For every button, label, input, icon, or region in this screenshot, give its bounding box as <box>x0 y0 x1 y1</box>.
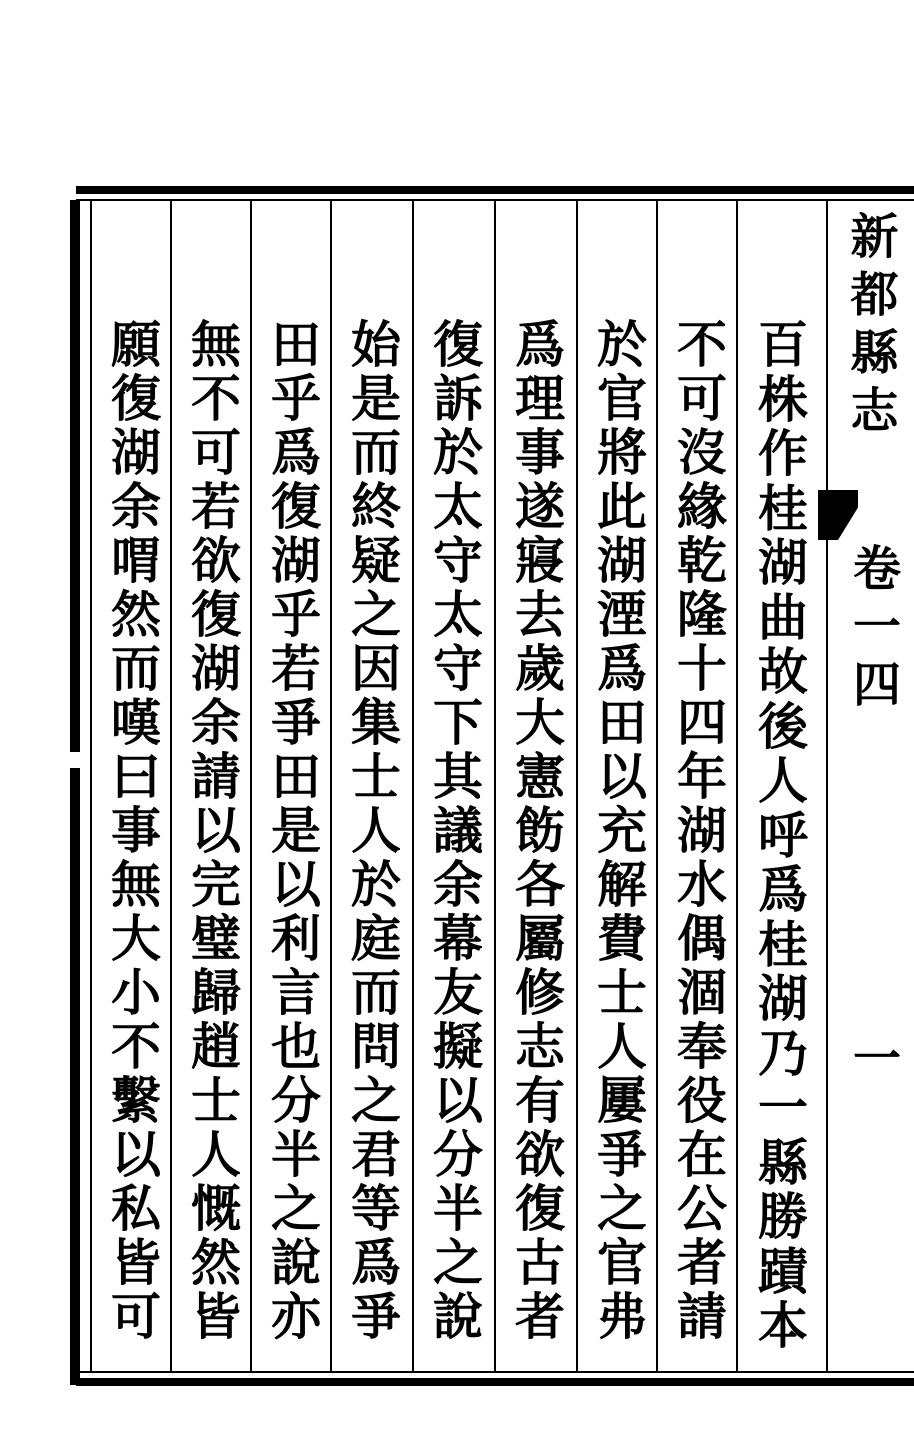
text-character: 者 <box>515 1287 565 1346</box>
text-character: 年 <box>677 747 727 806</box>
text-character: 湖 <box>677 801 727 860</box>
text-character: 可 <box>677 369 727 428</box>
text-character: 復 <box>111 369 161 428</box>
top-frame-rule <box>76 186 914 194</box>
text-character: 然 <box>111 585 161 644</box>
text-character: 遂 <box>515 477 565 536</box>
text-character: 友 <box>433 963 483 1022</box>
text-character: 在 <box>677 1125 727 1184</box>
text-character: 不 <box>677 315 727 374</box>
text-column-1 <box>743 315 823 1355</box>
text-character: 之 <box>271 1179 321 1238</box>
text-character: 湖 <box>758 969 808 1028</box>
text-character: 於 <box>597 315 647 374</box>
text-character: 縣 <box>758 1132 808 1192</box>
text-character: 於 <box>433 423 483 482</box>
text-character: 守 <box>433 531 483 590</box>
text-character: 而 <box>351 423 401 482</box>
text-character: 以 <box>433 1071 483 1130</box>
text-character: 問 <box>351 1017 401 1076</box>
fishtail-marker <box>818 490 858 540</box>
text-character: 本 <box>758 1296 808 1355</box>
text-character: 爲 <box>515 315 565 374</box>
text-character: 而 <box>111 639 161 698</box>
text-character: 偶 <box>677 909 727 968</box>
text-character: 爲 <box>351 1233 401 1292</box>
text-character: 爭 <box>271 693 321 752</box>
text-character: 有 <box>515 1071 565 1130</box>
text-character: 說 <box>433 1287 483 1346</box>
text-character: 古 <box>515 1233 565 1292</box>
text-character: 屢 <box>597 1071 647 1130</box>
text-character: 其 <box>433 747 483 806</box>
text-character: 歸 <box>191 963 241 1022</box>
text-character: 乎 <box>271 585 321 644</box>
text-character: 乎 <box>271 369 321 428</box>
text-character: 四 <box>677 693 727 752</box>
text-character: 之 <box>597 1179 647 1238</box>
text-character: 請 <box>191 747 241 806</box>
text-character: 無 <box>111 855 161 914</box>
text-character: 解 <box>597 855 647 914</box>
text-character: 無 <box>191 315 241 374</box>
text-character: 集 <box>351 693 401 752</box>
text-character: 等 <box>351 1179 401 1238</box>
text-character: 之 <box>351 1071 401 1130</box>
text-character: 半 <box>433 1179 483 1238</box>
text-character: 士 <box>351 747 401 806</box>
text-character: 疑 <box>351 531 401 590</box>
text-character: 將 <box>597 423 647 482</box>
text-character: 田 <box>597 693 647 752</box>
text-character: 以 <box>191 801 241 860</box>
text-character: 一 <box>758 1078 808 1137</box>
text-character: 者 <box>677 1233 727 1292</box>
text-column-6 <box>336 315 416 1346</box>
text-character: 之 <box>351 585 401 644</box>
text-character: 小 <box>111 963 161 1022</box>
text-character: 飭 <box>515 801 565 860</box>
text-character: 事 <box>515 423 565 482</box>
text-character: 湮 <box>597 585 647 644</box>
text-character: 事 <box>111 801 161 860</box>
text-character: 私 <box>111 1179 161 1238</box>
text-character: 蹟 <box>758 1241 808 1301</box>
text-character: 余 <box>111 477 161 536</box>
text-character: 嘆 <box>111 693 161 752</box>
text-character: 桂 <box>758 478 808 538</box>
text-character: 百 <box>758 315 808 374</box>
text-character: 說 <box>271 1233 321 1292</box>
banxin-juan-number <box>840 540 914 714</box>
text-character: 趙 <box>191 1017 241 1076</box>
text-character: 幕 <box>433 909 483 968</box>
text-character: 湖 <box>758 533 808 592</box>
text-character: 議 <box>433 801 483 860</box>
text-character: 憲 <box>515 747 565 806</box>
text-character: 皆 <box>111 1233 161 1292</box>
text-character: 田 <box>271 747 321 806</box>
text-character: 欲 <box>515 1125 565 1184</box>
text-character: 以 <box>111 1125 161 1184</box>
text-character: 守 <box>433 639 483 698</box>
text-character: 余 <box>433 855 483 914</box>
text-character: 弗 <box>597 1287 647 1346</box>
text-character: 完 <box>191 855 241 914</box>
text-character: 庭 <box>351 909 401 968</box>
column-divider <box>90 200 92 1372</box>
text-character: 去 <box>515 585 565 644</box>
text-character: 願 <box>111 315 161 374</box>
text-character: 作 <box>758 424 808 483</box>
text-column-2 <box>662 315 742 1346</box>
text-character: 士 <box>191 1071 241 1130</box>
text-column-5 <box>418 315 498 1346</box>
text-character: 是 <box>351 369 401 428</box>
text-character: 復 <box>271 477 321 536</box>
text-character: 爭 <box>597 1125 647 1184</box>
text-character: 緣 <box>677 477 727 536</box>
text-character: 余 <box>191 693 241 752</box>
banxin-title <box>835 208 914 440</box>
text-character: 爲 <box>271 423 321 482</box>
text-character: 不 <box>191 369 241 428</box>
text-character: 官 <box>597 1233 647 1292</box>
text-character: 湖 <box>597 531 647 590</box>
left-frame-rule <box>70 200 80 1385</box>
text-character: 故 <box>758 642 808 701</box>
text-character: 曲 <box>758 587 808 647</box>
text-character: 以 <box>271 855 321 914</box>
text-column-3 <box>582 315 662 1346</box>
text-character: 寢 <box>515 531 565 590</box>
text-character: 若 <box>191 477 241 536</box>
banxin-character: 都 <box>850 267 899 323</box>
bottom-frame-rule <box>76 1378 914 1386</box>
text-column-8 <box>176 315 256 1346</box>
text-character: 太 <box>433 585 483 644</box>
text-character: 水 <box>677 855 727 914</box>
text-character: 此 <box>597 477 647 536</box>
text-character: 欲 <box>191 531 241 590</box>
text-character: 分 <box>433 1125 483 1184</box>
text-character: 乃 <box>758 1023 808 1083</box>
text-character: 人 <box>191 1125 241 1184</box>
text-character: 若 <box>271 639 321 698</box>
text-column-7 <box>256 315 336 1346</box>
text-character: 役 <box>677 1071 727 1130</box>
text-character: 喟 <box>111 531 161 590</box>
text-character: 訴 <box>433 369 483 428</box>
text-character: 乾 <box>677 531 727 590</box>
text-character: 充 <box>597 801 647 860</box>
text-character: 慨 <box>191 1179 241 1238</box>
text-character: 復 <box>433 315 483 374</box>
banxin-divider <box>826 200 828 1372</box>
text-character: 湖 <box>111 423 161 482</box>
text-character: 亦 <box>271 1287 321 1346</box>
banxin-character: 一 <box>852 599 901 655</box>
text-character: 公 <box>677 1179 727 1238</box>
text-character: 半 <box>271 1125 321 1184</box>
text-character: 分 <box>271 1071 321 1130</box>
text-character: 後 <box>758 696 808 756</box>
text-character: 擬 <box>433 1017 483 1076</box>
text-character: 大 <box>111 909 161 968</box>
text-character: 復 <box>515 1179 565 1238</box>
text-character: 修 <box>515 963 565 1022</box>
text-character: 涸 <box>677 963 727 1022</box>
banxin-character: 四 <box>852 657 901 713</box>
text-character: 費 <box>597 909 647 968</box>
text-character: 爲 <box>758 860 808 919</box>
text-character: 田 <box>271 315 321 374</box>
text-column-9 <box>96 315 176 1346</box>
text-character: 不 <box>111 1017 161 1076</box>
text-character: 人 <box>758 751 808 810</box>
text-character: 復 <box>191 585 241 644</box>
left-frame-break <box>68 752 84 768</box>
text-character: 皆 <box>191 1287 241 1346</box>
text-character: 終 <box>351 477 401 536</box>
text-character: 以 <box>597 747 647 806</box>
text-character: 理 <box>515 369 565 428</box>
text-character: 歲 <box>515 639 565 698</box>
text-character: 可 <box>111 1287 161 1346</box>
text-character: 可 <box>191 423 241 482</box>
text-character: 各 <box>515 855 565 914</box>
text-character: 桂 <box>758 914 808 974</box>
banxin-character: 縣 <box>850 325 899 381</box>
text-character: 也 <box>271 1017 321 1076</box>
text-character: 太 <box>433 477 483 536</box>
banxin-character: 志 <box>850 383 899 439</box>
text-character: 十 <box>677 639 727 698</box>
banxin-character: 新 <box>850 209 899 265</box>
text-character: 隆 <box>677 585 727 644</box>
banxin-page-number: 一 <box>852 1031 901 1087</box>
text-character: 奉 <box>677 1017 727 1076</box>
text-character: 沒 <box>677 423 727 482</box>
text-character: 志 <box>515 1017 565 1076</box>
text-character: 勝 <box>758 1187 808 1246</box>
text-character: 之 <box>433 1233 483 1292</box>
text-character: 璧 <box>191 909 241 968</box>
text-character: 人 <box>351 801 401 860</box>
text-character: 爲 <box>597 639 647 698</box>
text-character: 然 <box>191 1233 241 1292</box>
text-character: 湖 <box>271 531 321 590</box>
text-character: 士 <box>597 963 647 1022</box>
text-character: 因 <box>351 639 401 698</box>
text-character: 是 <box>271 801 321 860</box>
text-character: 呼 <box>758 805 808 865</box>
text-character: 屬 <box>515 909 565 968</box>
text-character: 始 <box>351 315 401 374</box>
text-character: 言 <box>271 963 321 1022</box>
text-column-4 <box>500 315 580 1346</box>
text-character: 於 <box>351 855 401 914</box>
text-character: 大 <box>515 693 565 752</box>
text-character: 湖 <box>191 639 241 698</box>
text-character: 株 <box>758 369 808 429</box>
text-character: 繫 <box>111 1071 161 1130</box>
text-character: 君 <box>351 1125 401 1184</box>
text-character: 請 <box>677 1287 727 1346</box>
text-character: 而 <box>351 963 401 1022</box>
text-character: 下 <box>433 693 483 752</box>
banxin-character: 卷 <box>852 541 901 597</box>
text-character: 人 <box>597 1017 647 1076</box>
text-character: 曰 <box>111 747 161 806</box>
text-character: 利 <box>271 909 321 968</box>
text-character: 官 <box>597 369 647 428</box>
text-character: 爭 <box>351 1287 401 1346</box>
